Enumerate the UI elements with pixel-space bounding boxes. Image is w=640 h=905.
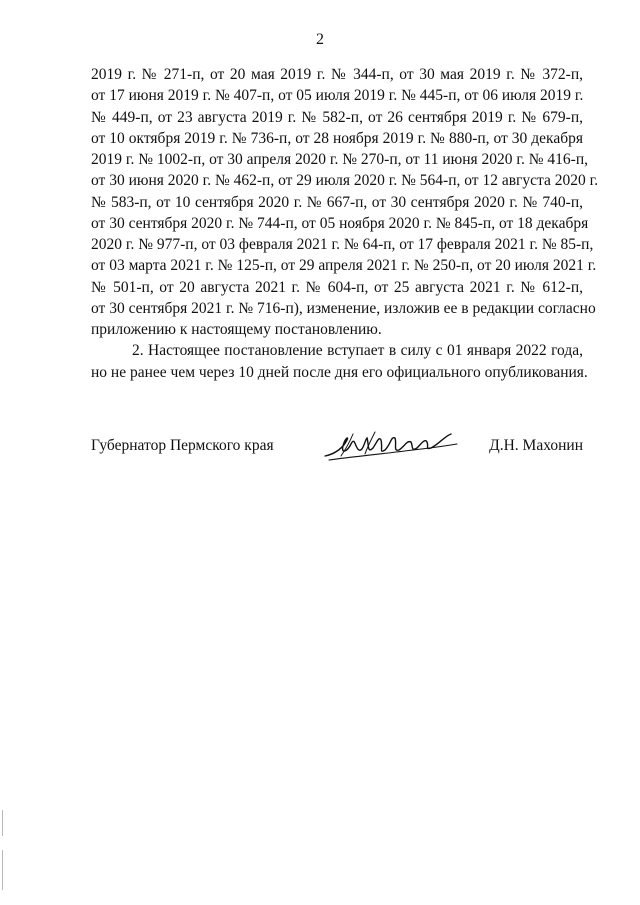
text-line: № 583-п, от 10 сентября 2020 г. № 667-п, от 30 сентября 2020 г. № 740-п,	[91, 193, 583, 211]
text-line: от 30 сентября 2021 г. № 716-п), изменение, изложив ее в редакции согласно	[91, 299, 596, 317]
signer-name: Д.Н. Махонин	[489, 437, 583, 454]
text-line: от 10 октября 2019 г. № 736-п, от 28 ноября 2019 г. № 880-п, от 30 декабря	[91, 129, 583, 147]
text-line: от 30 сентября 2020 г. № 744-п, от 05 ноября 2020 г. № 845-п, от 18 декабря	[91, 214, 589, 232]
text-line: от 03 марта 2021 г. № 125-п, от 29 апреля 2021 г. № 250-п, от 20 июля 2021 г.	[91, 257, 597, 275]
scan-margin-mark	[2, 850, 3, 890]
paragraph-amendments	[91, 64, 599, 340]
handwritten-signature	[321, 426, 461, 466]
scan-margin-mark	[2, 810, 3, 836]
text-line: № 449-п, от 23 августа 2019 г. № 582-п, от 26 сентября 2019 г. № 679-п,	[91, 108, 583, 126]
text-line: 2019 г. № 1002-п, от 30 апреля 2020 г. № 270-п, от 11 июня 2020 г. № 416-п,	[91, 151, 589, 168]
signer-title: Губернатор Пермского края	[91, 437, 274, 454]
text-line: 2019 г. № 271-п, от 20 мая 2019 г. № 344-п, от 30 мая 2019 г. № 372-п,	[91, 66, 583, 83]
page-number: 2	[316, 31, 324, 48]
text-line: от 30 июня 2020 г. № 462-п, от 29 июля 2020 г. № 564-п, от 12 августа 2020 г.	[91, 172, 599, 190]
text-line: приложению к настоящему постановлению.	[91, 321, 382, 338]
text-line: № 501-п, от 20 августа 2021 г. № 604-п, от 25 августа 2021 г. № 612-п,	[91, 278, 583, 296]
paragraph-effective-date	[91, 340, 588, 383]
text-line: но не ранее чем через 10 дней после дня его официального опубликования.	[91, 363, 588, 381]
signature-block	[91, 430, 583, 470]
text-line: от 17 июня 2019 г. № 407-п, от 05 июля 2019 г. № 445-п, от 06 июля 2019 г.	[91, 87, 584, 105]
text-line: 2020 г. № 977-п, от 03 февраля 2021 г. № 64-п, от 17 февраля 2021 г. № 85-п,	[91, 236, 594, 253]
document-body	[91, 64, 599, 383]
text-line: 2. Настоящее постановление вступает в силу с 01 января 2022 года,	[132, 342, 583, 360]
